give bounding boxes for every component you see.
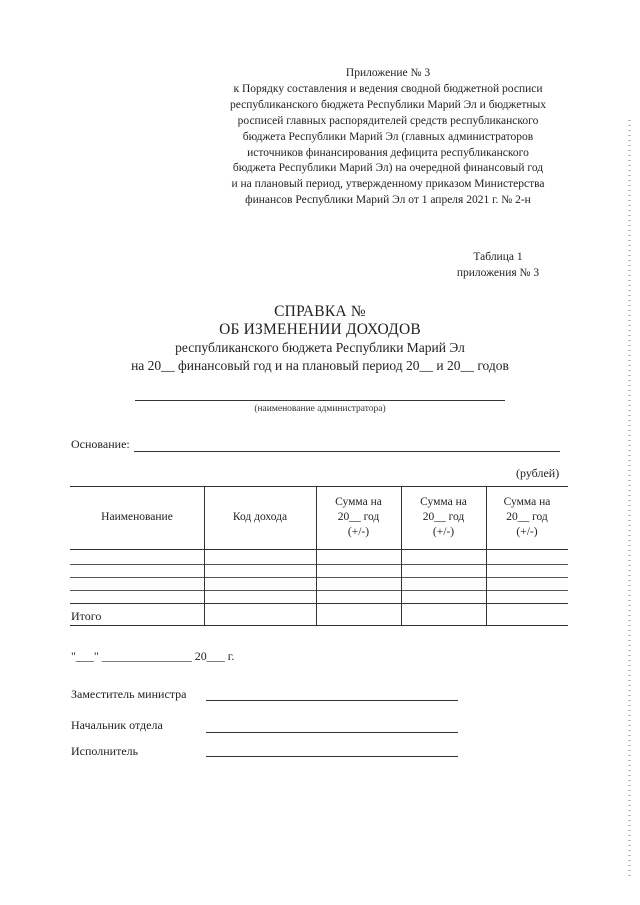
appendix-line: и на плановый период, утвержденному приказом Министерства: [231, 178, 545, 191]
header-sum-line: 20__ год: [506, 511, 548, 523]
table-border-bottom: [70, 625, 568, 626]
header-sum-line: 20__ год: [422, 511, 465, 523]
table-row-line: [70, 603, 568, 604]
header-sum-line: Сумма на: [420, 496, 467, 508]
table-row-line: [70, 577, 568, 578]
date-line[interactable]: "___" _______________ 20___ г.: [71, 649, 235, 663]
signature-deputy-minister-field[interactable]: [206, 700, 458, 701]
header-sum-year1: [316, 486, 401, 549]
document-subtitle: ОБ ИЗМЕНЕНИИ ДОХОДОВ: [219, 321, 421, 338]
header-sum-line: Сумма на: [335, 496, 382, 508]
header-sum-line: (+/-): [516, 526, 538, 538]
header-sum-line: (+/-): [347, 526, 370, 538]
table-ref-line1: Таблица 1: [473, 251, 523, 263]
signature-department-head-field[interactable]: [206, 732, 458, 733]
header-sum-year2: [401, 486, 486, 549]
administrator-caption: (наименование администратора): [254, 404, 386, 414]
appendix-line: финансов Республики Марий Эл от 1 апреля 2021 г. № 2-н: [245, 194, 531, 207]
basis-label: Основание:: [71, 437, 130, 451]
total-label: Итого: [71, 609, 102, 623]
header-sum-line: (+/-): [432, 526, 455, 538]
header-sum-year3: [486, 486, 568, 549]
budget-line: республиканского бюджета Республики Марий Эл: [175, 340, 465, 355]
appendix-note: [196, 66, 580, 209]
currency-note: (рублей): [516, 466, 560, 480]
signature-department-head-label: Начальник отдела: [71, 718, 163, 732]
signature-executor-field[interactable]: [206, 756, 458, 757]
appendix-line: республиканского бюджета Республики Марий Эл и бюджетных: [230, 98, 546, 111]
administrator-field[interactable]: [135, 400, 505, 401]
appendix-line: источников финансирования дефицита республиканского: [247, 146, 529, 159]
appendix-line: бюджета Республики Марий Эл (главных администраторов: [242, 130, 534, 143]
table-header-bottom: [70, 549, 568, 550]
table-row-line: [70, 590, 568, 591]
header-sum-line: Сумма на: [503, 496, 551, 508]
scan-margin-marks: [628, 120, 631, 880]
header-income-code: Код дохода: [232, 511, 288, 523]
table-row-line: [70, 564, 568, 565]
table-ref-line2: приложения № 3: [456, 266, 540, 279]
period-line: на 20__ финансовый год и на плановый период 20__ и 20__ годов: [131, 358, 509, 373]
document-title: СПРАВКА №: [274, 303, 366, 320]
header-sum-line: 20__ год: [337, 511, 380, 523]
signature-deputy-minister-label: Заместитель министра: [71, 687, 187, 701]
table-reference: [420, 250, 576, 281]
header-name: Наименование: [101, 511, 173, 523]
appendix-line: бюджета Республики Марий Эл) на очередной финансовый год: [232, 162, 544, 175]
appendix-line: к Порядку составления и ведения сводной бюджетной росписи: [233, 82, 543, 95]
appendix-line: Приложение № 3: [345, 67, 431, 79]
basis-field[interactable]: [134, 451, 560, 452]
signature-executor-label: Исполнитель: [71, 744, 139, 758]
appendix-line: росписей главных распорядителей средств республиканского: [237, 114, 539, 127]
